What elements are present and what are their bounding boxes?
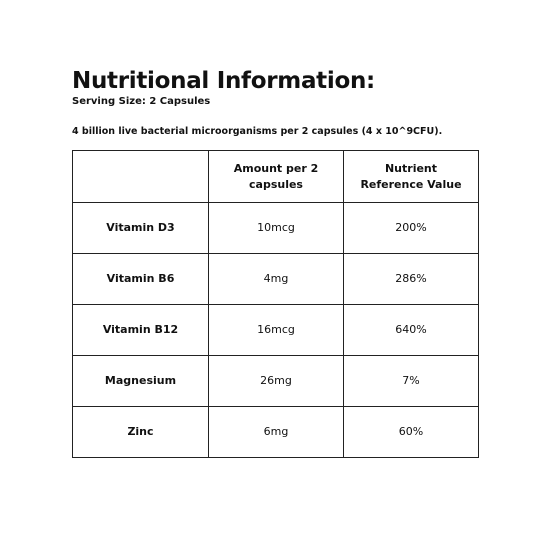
nutrient-nrv: 200%	[344, 203, 479, 254]
nutrient-name: Zinc	[73, 407, 209, 458]
nutrient-amount: 16mcg	[209, 305, 344, 356]
nutrient-amount: 10mcg	[209, 203, 344, 254]
page-title: Nutritional Information:	[72, 68, 375, 94]
nutrient-nrv: 7%	[344, 356, 479, 407]
nutrient-name: Magnesium	[73, 356, 209, 407]
nutrient-name: Vitamin B12	[73, 305, 209, 356]
header-amount: Amount per 2 capsules	[209, 151, 344, 203]
table-row	[73, 254, 479, 305]
table-row	[73, 356, 479, 407]
nutrient-name: Vitamin D3	[73, 203, 209, 254]
header-nrv: Nutrient Reference Value	[344, 151, 479, 203]
table-row	[73, 407, 479, 458]
nutrient-amount: 26mg	[209, 356, 344, 407]
nutrient-nrv: 60%	[344, 407, 479, 458]
table-row	[73, 305, 479, 356]
nutrient-nrv: 286%	[344, 254, 479, 305]
nutrient-amount: 6mg	[209, 407, 344, 458]
header-nutrient	[73, 151, 209, 203]
table-row	[73, 203, 479, 254]
cfu-note: 4 billion live bacterial microorganisms per 2 capsules (4 x 10^9CFU).	[72, 126, 443, 137]
nutrition-table	[72, 150, 479, 458]
nutrient-nrv: 640%	[344, 305, 479, 356]
nutrient-amount: 4mg	[209, 254, 344, 305]
serving-size: Serving Size: 2 Capsules	[72, 96, 211, 107]
table-header-row	[73, 151, 479, 203]
nutrient-name: Vitamin B6	[73, 254, 209, 305]
